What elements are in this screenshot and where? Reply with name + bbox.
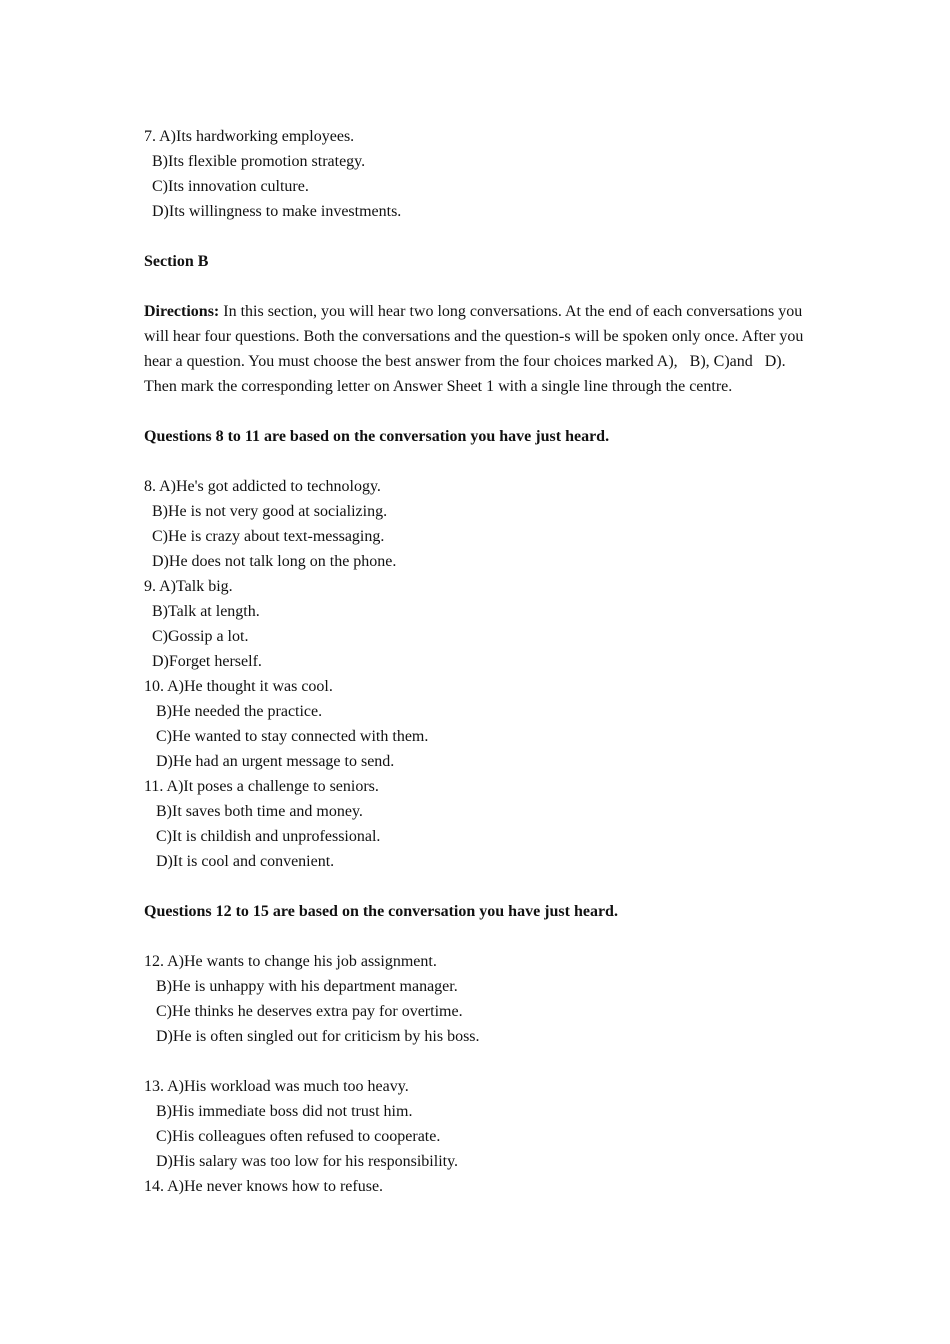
q13-option-c: C)His colleagues often refused to cooperate. bbox=[156, 1128, 441, 1145]
section-b-heading: Section B bbox=[144, 253, 209, 270]
q7-stem: 7. A)Its hardworking employees. bbox=[144, 128, 355, 145]
q13-option-d: D)His salary was too low for his responsibility. bbox=[156, 1153, 459, 1170]
q12-option-c: C)He thinks he deserves extra pay for overtime. bbox=[156, 1003, 463, 1020]
q13-stem: 13. A)His workload was much too heavy. bbox=[144, 1078, 409, 1095]
q10-stem: 10. A)He thought it was cool. bbox=[144, 678, 333, 695]
q11-stem: 11. A)It poses a challenge to seniors. bbox=[144, 778, 379, 795]
spacer bbox=[144, 224, 814, 249]
q10-option-b: B)He needed the practice. bbox=[156, 703, 323, 720]
spacer bbox=[144, 1049, 814, 1074]
spacer bbox=[144, 874, 814, 899]
q12-option-d: D)He is often singled out for criticism by his boss. bbox=[156, 1028, 480, 1045]
q8-option-c: C)He is crazy about text-messaging. bbox=[152, 528, 385, 545]
spacer bbox=[144, 449, 814, 474]
q7-option-b: B)Its flexible promotion strategy. bbox=[152, 153, 366, 170]
q9-option-c: C)Gossip a lot. bbox=[152, 628, 249, 645]
q11-option-d: D)It is cool and convenient. bbox=[156, 853, 335, 870]
questions-12-15-heading: Questions 12 to 15 are based on the conversation you have just heard. bbox=[144, 903, 618, 920]
questions-8-11-heading: Questions 8 to 11 are based on the conversation you have just heard. bbox=[144, 428, 610, 445]
q7-option-d: D)Its willingness to make investments. bbox=[152, 203, 402, 220]
q13-option-b: B)His immediate boss did not trust him. bbox=[156, 1103, 413, 1120]
q9-option-b: B)Talk at length. bbox=[152, 603, 260, 620]
spacer bbox=[144, 399, 814, 424]
q11-option-b: B)It saves both time and money. bbox=[156, 803, 363, 820]
q9-option-d: D)Forget herself. bbox=[152, 653, 262, 670]
q12-option-b: B)He is unhappy with his department manager. bbox=[156, 978, 458, 995]
q9-stem: 9. A)Talk big. bbox=[144, 578, 233, 595]
directions-label: Directions: bbox=[144, 303, 220, 320]
q10-option-d: D)He had an urgent message to send. bbox=[156, 753, 395, 770]
exam-page bbox=[144, 124, 814, 1199]
q12-stem: 12. A)He wants to change his job assignment. bbox=[144, 953, 437, 970]
spacer bbox=[144, 924, 814, 949]
q8-option-b: B)He is not very good at socializing. bbox=[152, 503, 388, 520]
q11-option-c: C)It is childish and unprofessional. bbox=[156, 828, 381, 845]
q8-option-d: D)He does not talk long on the phone. bbox=[152, 553, 397, 570]
q10-option-c: C)He wanted to stay connected with them. bbox=[156, 728, 429, 745]
q7-option-c: C)Its innovation culture. bbox=[152, 178, 309, 195]
directions-paragraph bbox=[144, 299, 814, 399]
q8-stem: 8. A)He's got addicted to technology. bbox=[144, 478, 381, 495]
q14-stem: 14. A)He never knows how to refuse. bbox=[144, 1178, 384, 1195]
directions-text: In this section, you will hear two long conversations. At the end of each conversations you will hear four questions. Both the conversations and the question-s will be spoken only once. After you hear a question. You must choose the best answer from the four choices marked A), B), C)and D). Then mark the corresponding letter on Answer Sheet 1 with a single line through the centre. bbox=[144, 303, 808, 395]
spacer bbox=[144, 274, 814, 299]
